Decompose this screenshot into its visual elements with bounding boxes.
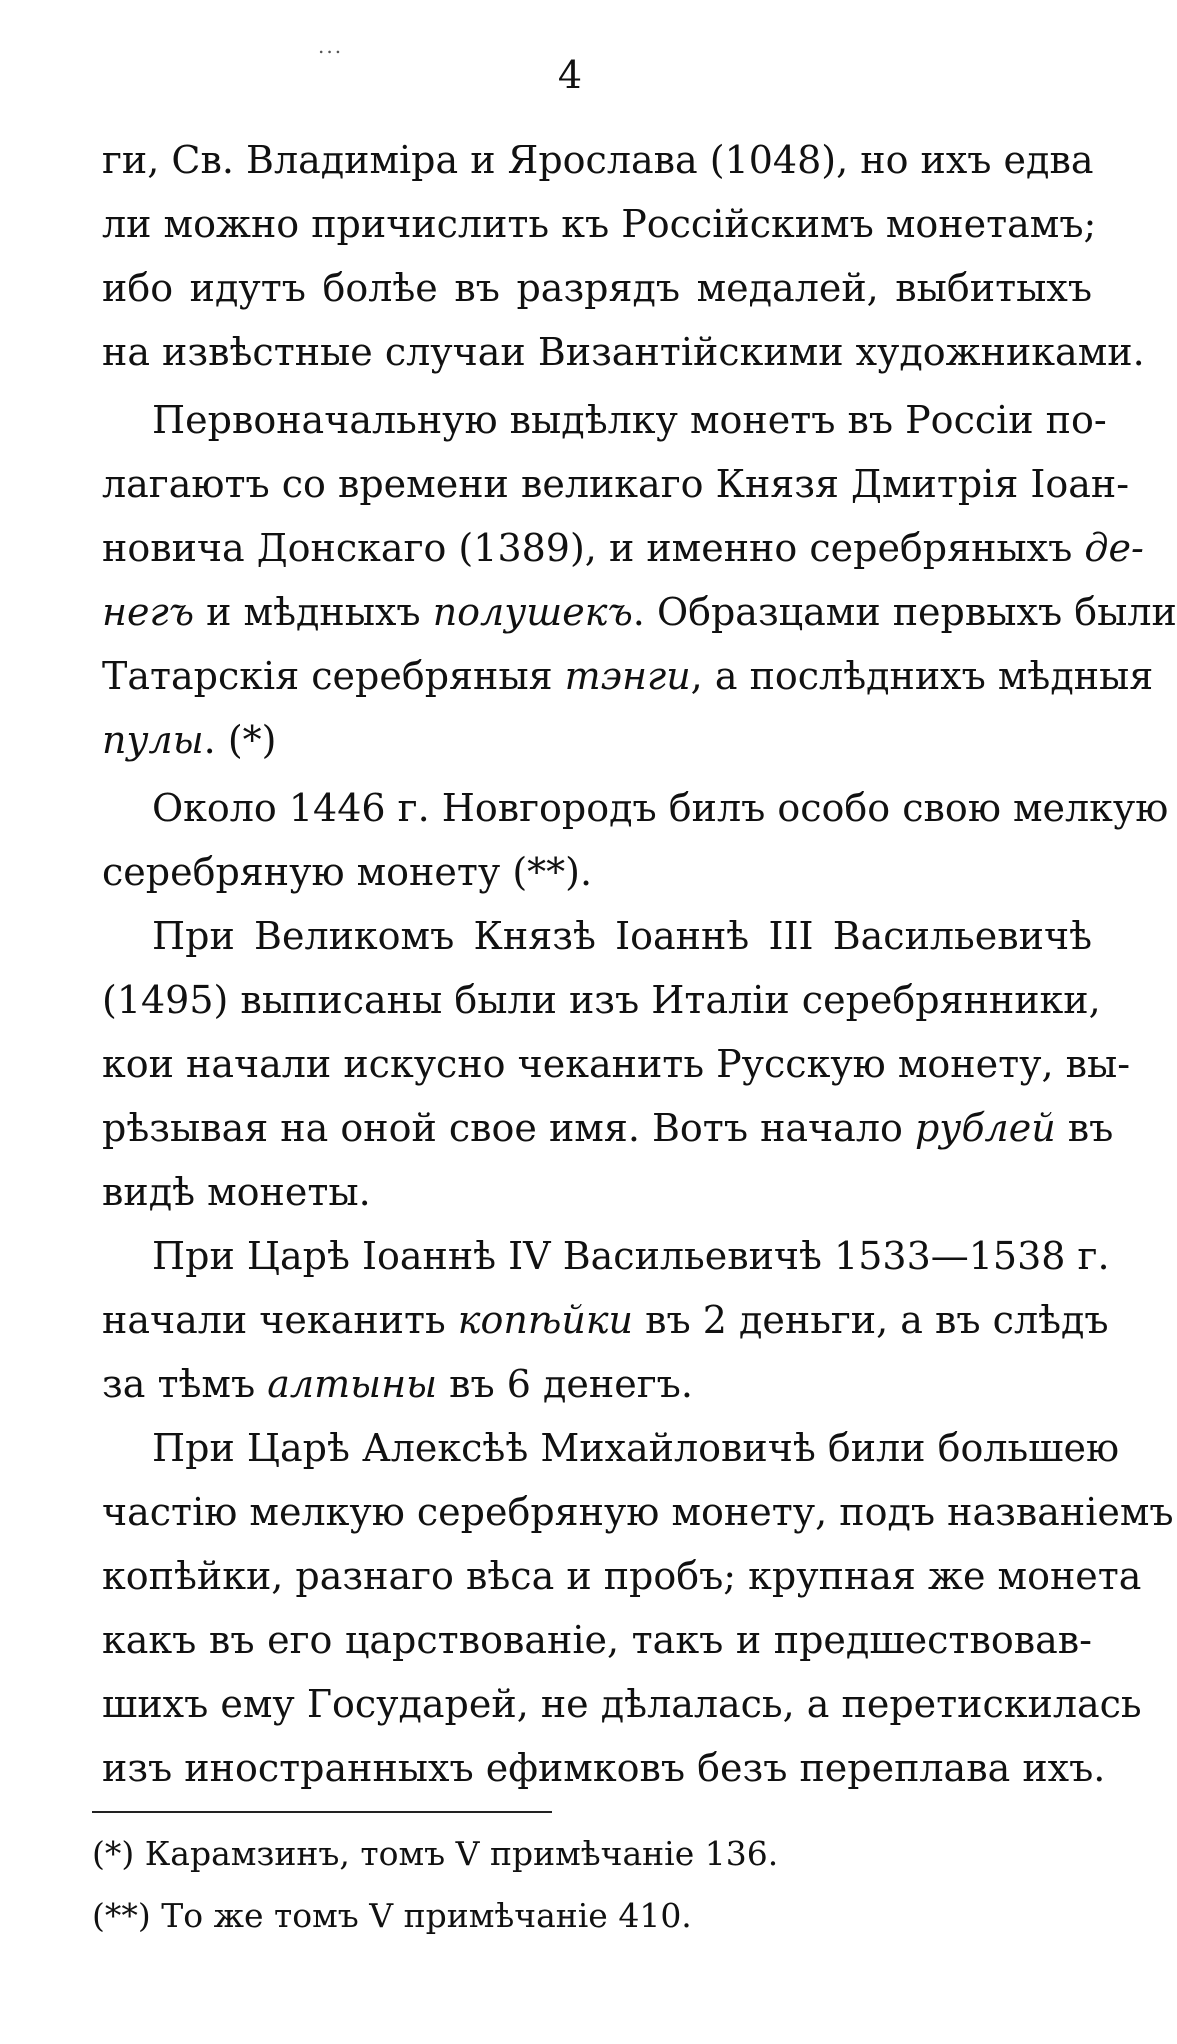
italic-term: полушекъ [432, 590, 633, 634]
paragraph-2 [102, 388, 1177, 772]
text-fragment: въ 6 денегъ. [437, 1362, 693, 1406]
text-line: негъ и мѣдныхъ полушекъ. Образцами первыхъ были [102, 590, 1177, 634]
text-line: лагаютъ со времени великаго Князя Дмитрія Іоан- [102, 462, 1130, 506]
text-line [102, 516, 1144, 580]
text-line: видѣ монеты. [102, 1170, 371, 1214]
footnote-divider [92, 1811, 552, 1813]
text-fragment: рѣзывая на оной свое имя. Вотъ начало [102, 1106, 903, 1150]
text-line [102, 708, 1092, 772]
italic-term: негъ [102, 590, 195, 634]
text-line: серебряную монету (**). [102, 850, 593, 894]
text-line: на извѣстные случаи Византійскими художниками. [102, 330, 1145, 374]
text-line: При Царѣ Алексѣѣ Михайловичѣ били большею [152, 1426, 1120, 1470]
text-line [102, 1096, 1114, 1160]
text-line [102, 644, 1154, 708]
italic-term: де- [1084, 526, 1144, 570]
italic-term: рублей [914, 1106, 1056, 1150]
text-line: изъ иностранныхъ ефимковъ безъ переплава ихъ. [102, 1746, 1106, 1790]
text-line: кои начали искусно чеканить Русскую монету, вы- [102, 1042, 1131, 1086]
text-line [102, 1352, 1092, 1416]
text-line: какъ въ его царствованіе, такъ и предшествовав- [102, 1618, 1092, 1662]
text-line: ли можно причислить къ Россійскимъ монетамъ; [102, 202, 1097, 246]
footnote-1: (*) Карамзинъ, томъ V примѣчаніе 136. [92, 1834, 779, 1873]
text-line: При Великомъ Князѣ Іоаннѣ III Васильевичѣ [152, 914, 1092, 958]
text-fragment: . Образцами первыхъ были [632, 590, 1177, 634]
italic-term: пулы [102, 718, 204, 762]
text-fragment: за тѣмъ [102, 1362, 256, 1406]
italic-term: тэнги [564, 654, 691, 698]
text-fragment: Татарскія серебряныя [102, 654, 553, 698]
text-line: ибо идутъ болѣе въ разрядъ медалей, выбитыхъ [102, 266, 1092, 310]
paragraph-4 [102, 904, 1131, 1224]
text-fragment: , а послѣднихъ мѣдныя [690, 654, 1154, 698]
text-fragment: новича Донскаго (1389), и именно серебряныхъ [102, 526, 1073, 570]
paragraph-3 [102, 776, 1169, 904]
text-line: частію мелкую серебряную монету, подъ названіемъ [102, 1490, 1174, 1534]
text-line: шихъ ему Государей, не дѣлалась, а перетискилась [102, 1682, 1142, 1726]
text-line [102, 1288, 1109, 1352]
paragraph-1 [102, 128, 1145, 384]
footnote-2: (**) То же томъ V примѣчаніе 410. [92, 1896, 692, 1935]
text-line: Первоначальную выдѣлку монетъ въ Россіи по- [152, 398, 1107, 442]
text-fragment: въ 2 деньги, а въ слѣдъ [633, 1298, 1109, 1342]
text-line: Около 1446 г. Новгородъ билъ особо свою мелкую [152, 786, 1169, 830]
text-fragment: . (*) [203, 718, 277, 762]
paragraph-5 [102, 1224, 1110, 1416]
text-line: ги, Св. Владиміра и Ярослава (1048), но ихъ едва [102, 138, 1094, 182]
text-fragment: въ [1055, 1106, 1114, 1150]
text-line: (1495) выписаны были изъ Италіи серебрянники, [102, 978, 1101, 1022]
italic-term: алтыны [267, 1362, 438, 1406]
text-line: При Царѣ Іоаннѣ IV Васильевичѣ 1533—1538 г. [152, 1234, 1110, 1278]
page-speck: ... [318, 34, 344, 58]
text-fragment: начали чеканить [102, 1298, 446, 1342]
page-number: 4 [557, 53, 583, 97]
paragraph-6 [102, 1416, 1174, 1800]
text-line: копѣйки, разнаго вѣса и пробъ; крупная же монета [102, 1554, 1142, 1598]
italic-term: копѣйки [457, 1298, 634, 1342]
